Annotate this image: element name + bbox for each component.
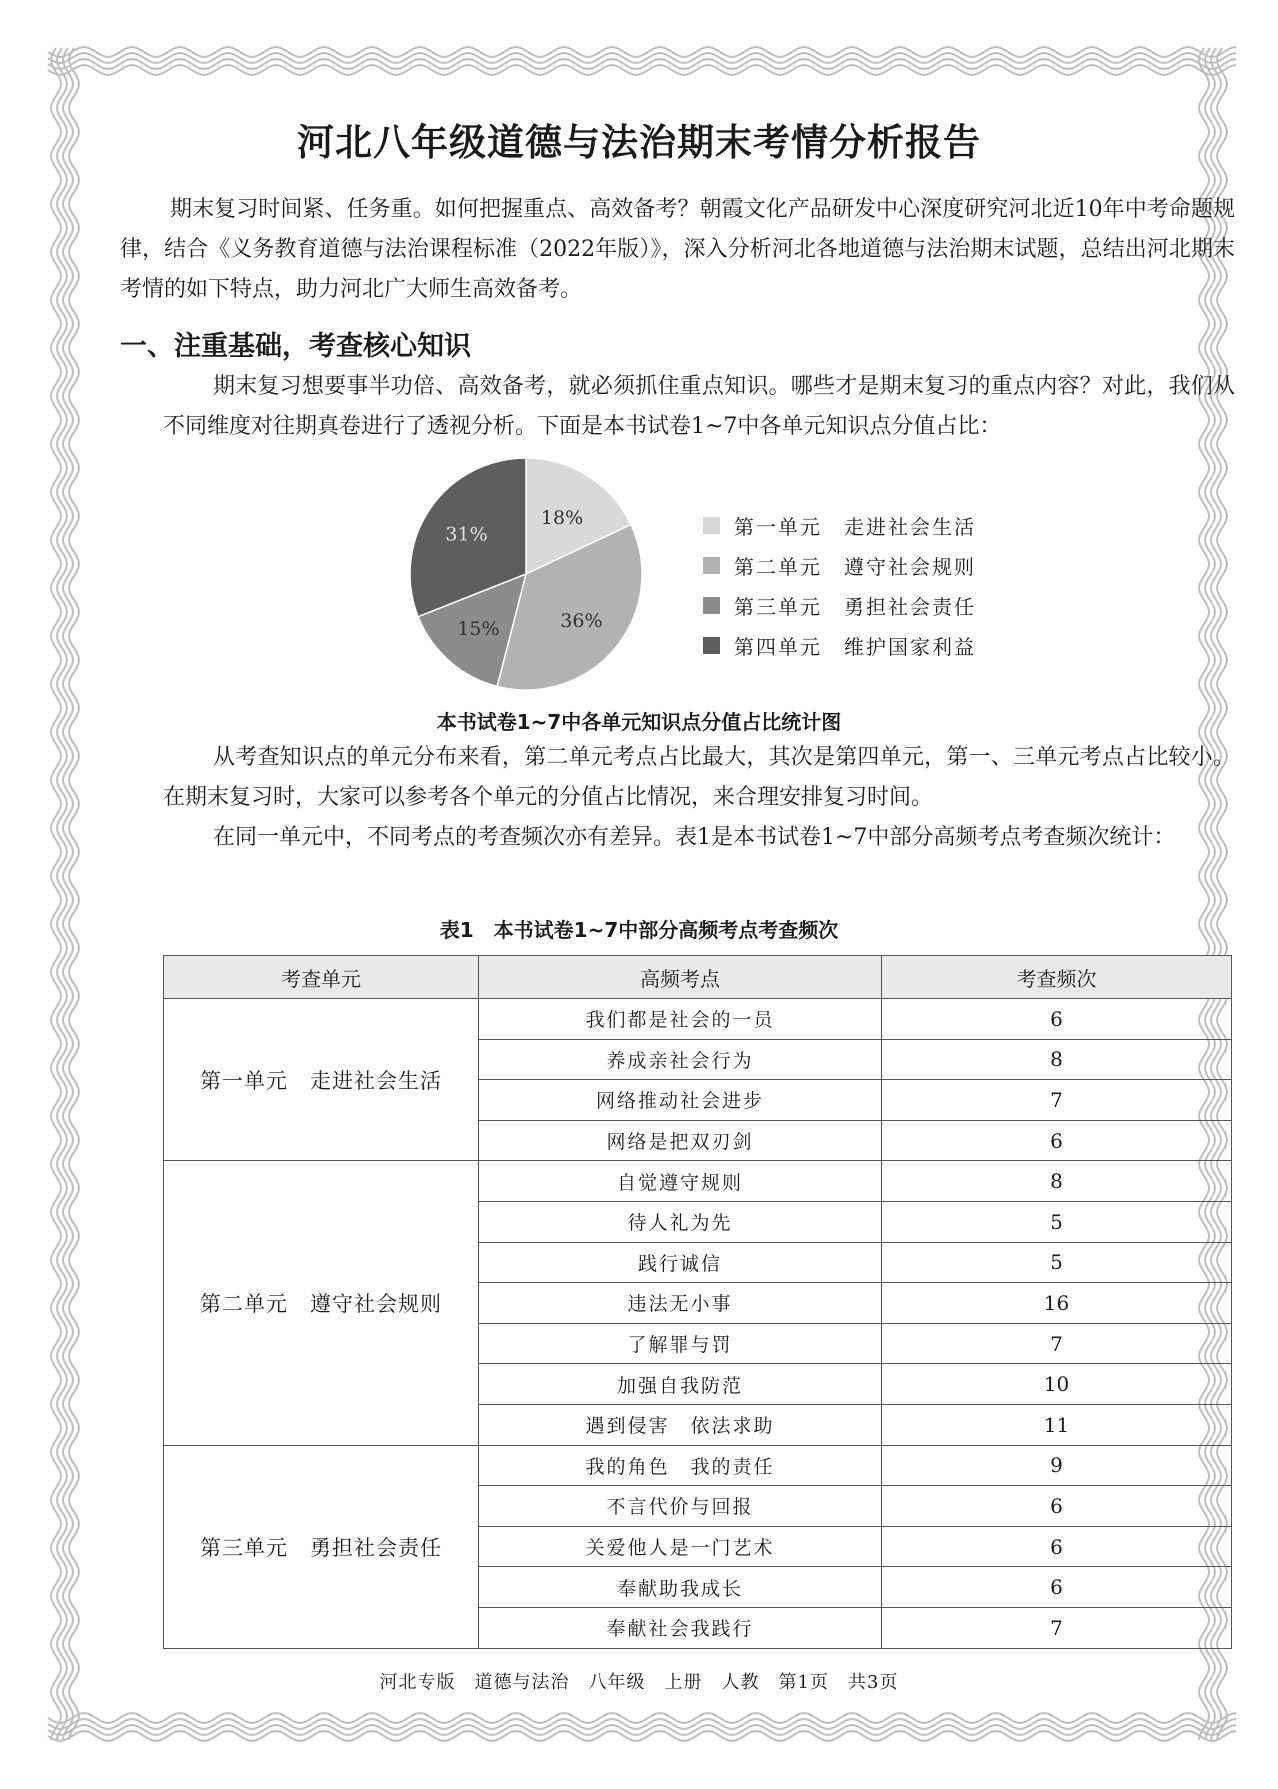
section-paragraph-2: 从考查知识点的单元分布来看，第二单元考点占比最大，其次是第四单元，第一、三单元考点占比较小。在期末复习时，大家可以参考各个单元的分值占比情况，来合理安排复习时间。	[163, 745, 1235, 810]
frequency-cell: 7	[882, 1323, 1232, 1364]
point-cell: 践行诚信	[479, 1242, 882, 1283]
frequency-cell: 6	[882, 1486, 1232, 1527]
section-paragraph-3: 在同一单元中，不同考点的考查频次亦有差异。表1是本书试卷1~7中部分高频考点考查频次统计：	[213, 825, 1176, 850]
page-footer: 河北专版 道德与法治 八年级 上册 人教 第1页 共3页	[379, 1672, 899, 1693]
frequency-cell: 8	[882, 1039, 1232, 1080]
legend-unit-label: 第四单元	[734, 634, 822, 659]
frequency-cell: 6	[882, 1120, 1232, 1161]
frequency-cell: 5	[882, 1201, 1232, 1242]
table-row	[164, 999, 1232, 1040]
pie-slice-label: 15%	[457, 617, 500, 640]
point-cell: 奉献社会我践行	[479, 1607, 882, 1648]
legend-unit-label: 第一单元	[734, 514, 822, 539]
point-cell: 加强自我防范	[479, 1364, 882, 1405]
header-point: 高频考点	[479, 956, 882, 999]
frequency-cell: 7	[882, 1607, 1232, 1648]
legend-name-label: 走进社会生活	[844, 514, 976, 539]
frequency-cell: 6	[882, 1567, 1232, 1608]
legend-item	[703, 505, 976, 545]
legend-swatch	[703, 557, 720, 574]
section-paragraph-1: 期末复习想要事半功倍、高效备考，就必须抓住重点知识。哪些才是期末复习的重点内容？对此，我们从不同维度对往期真卷进行了透视分析。下面是本书试卷1~7中各单元知识点分值占比：	[163, 374, 1235, 439]
point-cell: 奉献助我成长	[479, 1567, 882, 1608]
pie-slice-label: 36%	[560, 609, 603, 632]
header-unit: 考查单元	[164, 956, 479, 999]
point-cell: 网络是把双刃剑	[479, 1120, 882, 1161]
legend-swatch	[703, 637, 720, 654]
legend-name-label: 勇担社会责任	[844, 594, 976, 619]
frequency-cell: 11	[882, 1404, 1232, 1445]
legend-item	[703, 545, 976, 585]
legend-unit-label: 第二单元	[734, 554, 822, 579]
pie-legend	[703, 505, 976, 665]
frequency-cell: 6	[882, 1526, 1232, 1567]
frequency-cell: 16	[882, 1283, 1232, 1324]
frequency-table	[163, 955, 1232, 1649]
table-caption: 表1 本书试卷1~7中部分高频考点考查频次	[439, 918, 839, 942]
frequency-cell: 6	[882, 999, 1232, 1040]
table-row	[164, 1161, 1232, 1202]
legend-name-label: 维护国家利益	[844, 634, 976, 659]
legend-item	[703, 585, 976, 625]
intro-paragraph: 期末复习时间紧、任务重。如何把握重点、高效备考？朝霞文化产品研发中心深度研究河北近10年中考命题规律，结合《义务教育道德与法治课程标准（2022年版）》，深入分析河北各地道德与法治期末试题，总结出河北期末考情的如下特点，助力河北广大师生高效备考。	[120, 197, 1235, 302]
legend-unit-label: 第三单元	[734, 594, 822, 619]
header-frequency: 考查频次	[882, 956, 1232, 999]
legend-name-label: 遵守社会规则	[844, 554, 976, 579]
page-title: 河北八年级道德与法治期末考情分析报告	[297, 121, 981, 164]
pie-chart	[400, 450, 660, 700]
point-cell: 我的角色 我的责任	[479, 1445, 882, 1486]
legend-swatch	[703, 597, 720, 614]
point-cell: 关爱他人是一门艺术	[479, 1526, 882, 1567]
chart-caption: 本书试卷1~7中各单元知识点分值占比统计图	[436, 710, 842, 734]
frequency-cell: 9	[882, 1445, 1232, 1486]
table-header-row	[164, 956, 1232, 999]
point-cell: 不言代价与回报	[479, 1486, 882, 1527]
point-cell: 违法无小事	[479, 1283, 882, 1324]
legend-item	[703, 625, 976, 665]
pie-slice-label: 18%	[540, 507, 584, 530]
point-cell: 遇到侵害 依法求助	[479, 1404, 882, 1445]
table-row	[164, 1445, 1232, 1486]
frequency-cell: 5	[882, 1242, 1232, 1283]
pie-slice-label: 31%	[445, 523, 488, 546]
point-cell: 我们都是社会的一员	[479, 999, 882, 1040]
point-cell: 养成亲社会行为	[479, 1039, 882, 1080]
unit-cell: 第三单元 勇担社会责任	[164, 1445, 479, 1648]
point-cell: 了解罪与罚	[479, 1323, 882, 1364]
section-heading: 一、注重基础，考查核心知识	[120, 331, 471, 362]
frequency-cell: 10	[882, 1364, 1232, 1405]
frequency-cell: 8	[882, 1161, 1232, 1202]
point-cell: 待人礼为先	[479, 1201, 882, 1242]
unit-cell: 第二单元 遵守社会规则	[164, 1161, 479, 1445]
unit-cell: 第一单元 走进社会生活	[164, 999, 479, 1161]
point-cell: 网络推动社会进步	[479, 1080, 882, 1121]
legend-swatch	[703, 517, 720, 534]
point-cell: 自觉遵守规则	[479, 1161, 882, 1202]
frequency-cell: 7	[882, 1080, 1232, 1121]
